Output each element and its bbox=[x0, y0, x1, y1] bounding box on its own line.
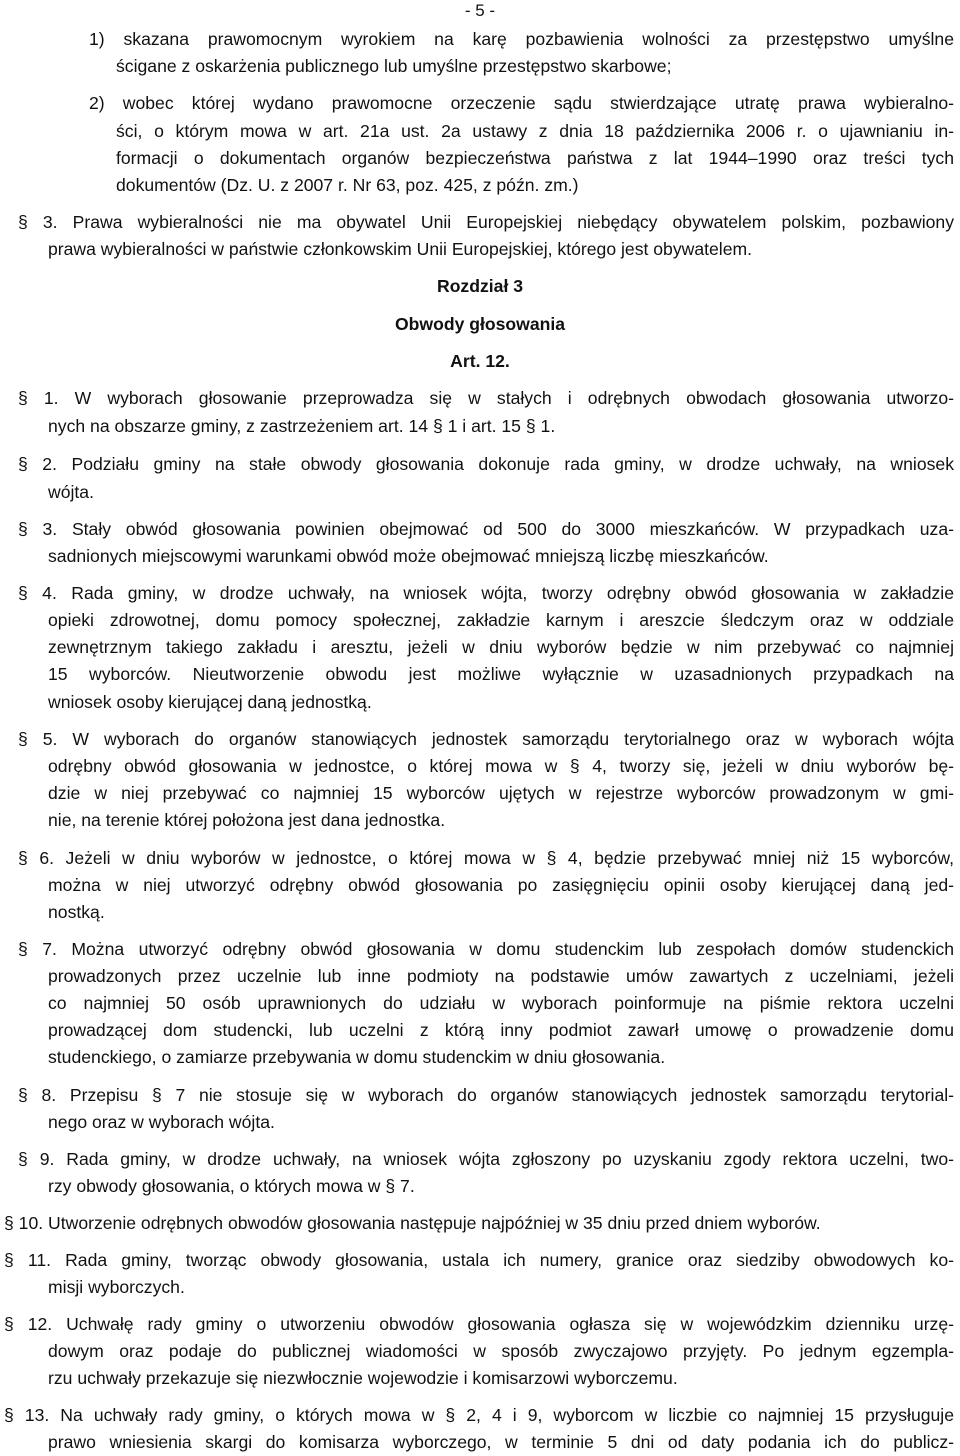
item-2-line-1: 2) wobec której wydano prawomocne orzeczenie sądu stwierdzające utratę prawa wybieralno- bbox=[89, 93, 954, 113]
para-7-line-5: studenckiego, o zamiarze przebywania w domu studenckim w dniu głosowania. bbox=[48, 1047, 666, 1067]
item-2-line-2: ści, o którym mowa w art. 21a ust. 2a ustawy z dnia 18 października 2006 r. o ujawnianiu in- bbox=[116, 121, 954, 141]
para-1-line-2: nych na obszarze gminy, z zastrzeżeniem art. 14 § 1 i art. 15 § 1. bbox=[48, 416, 556, 436]
para-7-line-4: prowadzącej dom studencki, lub uczelni z którą inny podmiot zawarł umowę o prowadzenie domu bbox=[48, 1020, 954, 1040]
para-4-line-5: wniosek osoby kierującej daną jednostką. bbox=[48, 692, 372, 712]
para-8-line-1: § 8. Przepisu § 7 nie stosuje się w wyborach do organów stanowiących jednostek samorządu terytorial- bbox=[18, 1085, 954, 1105]
para-12-line-2: dowym oraz podaje do publicznej wiadomości w sposób zwyczajowo przyjęty. Po jednym egzempla- bbox=[48, 1341, 954, 1361]
paragraph-3-line-2: prawa wybieralności w państwie członkowskim Unii Europejskiej, którego jest obywatelem. bbox=[48, 239, 753, 259]
para-2-line-2: wójta. bbox=[48, 482, 94, 502]
para-13-line-1: § 13. Na uchwały rady gminy, o których mowa w § 2, 4 i 9, wyborcom w liczbie co najmniej 15 przysługuje bbox=[4, 1405, 954, 1425]
item-2-line-3: formacji o dokumentach organów bezpieczeństwa państwa z lat 1944–1990 oraz treści tych bbox=[116, 148, 954, 168]
para-4-line-2: opieki zdrowotnej, domu pomocy społecznej, zakładzie karnym i areszcie śledczym oraz w oddziale bbox=[48, 610, 954, 630]
para-12-line-1: § 12. Uchwałę rady gminy o utworzeniu obwodów głosowania ogłasza się w wojewódzkim dzienniku urzę- bbox=[4, 1314, 954, 1334]
para-6-line-2: można w niej utworzyć odrębny obwód głosowania po zasięgnięciu opinii osoby kierującej daną jed- bbox=[48, 875, 954, 895]
para-1-line-1: § 1. W wyborach głosowanie przeprowadza się w stałych i odrębnych obwodach głosowania utworzo- bbox=[18, 388, 954, 408]
para-10-line-1: § 10. Utworzenie odrębnych obwodów głosowania następuje najpóźniej w 35 dniu przed dniem wyborów. bbox=[4, 1213, 821, 1233]
para-3-line-2: sadnionych miejscowymi warunkami obwód może obejmować mniejszą liczbę mieszkańców. bbox=[48, 546, 769, 566]
item-1-line-1: 1) skazana prawomocnym wyrokiem na karę pozbawienia wolności za przestępstwo umyślne bbox=[89, 29, 954, 49]
item-1-line-2: ścigane z oskarżenia publicznego lub umyślne przestępstwo skarbowe; bbox=[116, 56, 672, 76]
article-heading: Art. 12. bbox=[450, 351, 510, 371]
para-12-line-3: rzu uchwały przekazuje się niezwłocznie wojewodzie i komisarzowi wyborczemu. bbox=[48, 1368, 678, 1388]
para-4-line-4: 15 wyborców. Nieutworzenie obwodu jest możliwe wyłącznie w uzasadnionych przypadkach na bbox=[48, 664, 954, 684]
para-2-line-1: § 2. Podziału gminy na stałe obwody głosowania dokonuje rada gminy, w drodze uchwały, na wniosek bbox=[18, 454, 954, 474]
para-4-line-3: zewnętrznym takiego zakładu i aresztu, jeżeli w dniu wyborów będzie w nim przebywać co najmniej bbox=[48, 637, 954, 657]
paragraph-3-line-1: § 3. Prawa wybieralności nie ma obywatel Unii Europejskiej niebędący obywatelem polskim, pozbawiony bbox=[18, 212, 954, 232]
chapter-number: Rozdział 3 bbox=[436, 276, 524, 296]
para-11-line-2: misji wyborczych. bbox=[48, 1277, 185, 1297]
para-7-line-2: prowadzonych przez uczelnie lub inne podmioty na podstawie umów zawartych z uczelniami, jeżeli bbox=[48, 966, 954, 986]
para-5-line-4: nie, na terenie której położona jest dana jednostka. bbox=[48, 810, 446, 830]
para-5-line-3: dzie w niej przebywać co najmniej 15 wyborców ujętych w rejestrze wyborców prowadzonym w gmi- bbox=[48, 783, 954, 803]
para-6-line-1: § 6. Jeżeli w dniu wyborów w jednostce, o której mowa w § 4, będzie przebywać mniej niż 15 wyborców, bbox=[18, 848, 954, 868]
para-3-line-1: § 3. Stały obwód głosowania powinien obejmować od 500 do 3000 mieszkańców. W przypadkach uza- bbox=[18, 519, 954, 539]
para-9-line-1: § 9. Rada gminy, w drodze uchwały, na wniosek wójta zgłoszony po uzyskaniu zgody rektora uczelni, two- bbox=[18, 1149, 954, 1169]
chapter-title: Obwody głosowania bbox=[394, 314, 566, 334]
para-7-line-1: § 7. Można utworzyć odrębny obwód głosowania w domu studenckim lub zespołach domów studenckich bbox=[18, 939, 954, 959]
para-6-line-3: nostką. bbox=[48, 902, 105, 922]
para-9-line-2: rzy obwody głosowania, o których mowa w § 7. bbox=[48, 1176, 415, 1196]
item-2-line-4: dokumentów (Dz. U. z 2007 r. Nr 63, poz. 425, z późn. zm.) bbox=[116, 175, 579, 195]
para-5-line-2: odrębny obwód głosowania w jednostce, o której mowa w § 4, tworzy się, jeżeli w dniu wyborów bę- bbox=[48, 756, 954, 776]
page-number: - 5 - bbox=[464, 1, 496, 20]
para-4-line-1: § 4. Rada gminy, w drodze uchwały, na wniosek wójta, tworzy odrębny obwód głosowania w zakładzie bbox=[18, 583, 954, 603]
para-5-line-1: § 5. W wyborach do organów stanowiących jednostek samorządu terytorialnego oraz w wyborach wójta bbox=[18, 729, 954, 749]
para-11-line-1: § 11. Rada gminy, tworząc obwody głosowania, ustala ich numery, granice oraz siedziby obwodowych ko- bbox=[4, 1250, 954, 1270]
para-13-line-2: prawo wniesienia skargi do komisarza wyborczego, w terminie 5 dni od daty podania ich do publicz- bbox=[48, 1432, 954, 1452]
para-7-line-3: co najmniej 50 osób uprawnionych do udziału w wyborach poinformuje na piśmie rektora uczelni bbox=[48, 993, 954, 1013]
para-8-line-2: nego oraz w wyborach wójta. bbox=[48, 1112, 275, 1132]
